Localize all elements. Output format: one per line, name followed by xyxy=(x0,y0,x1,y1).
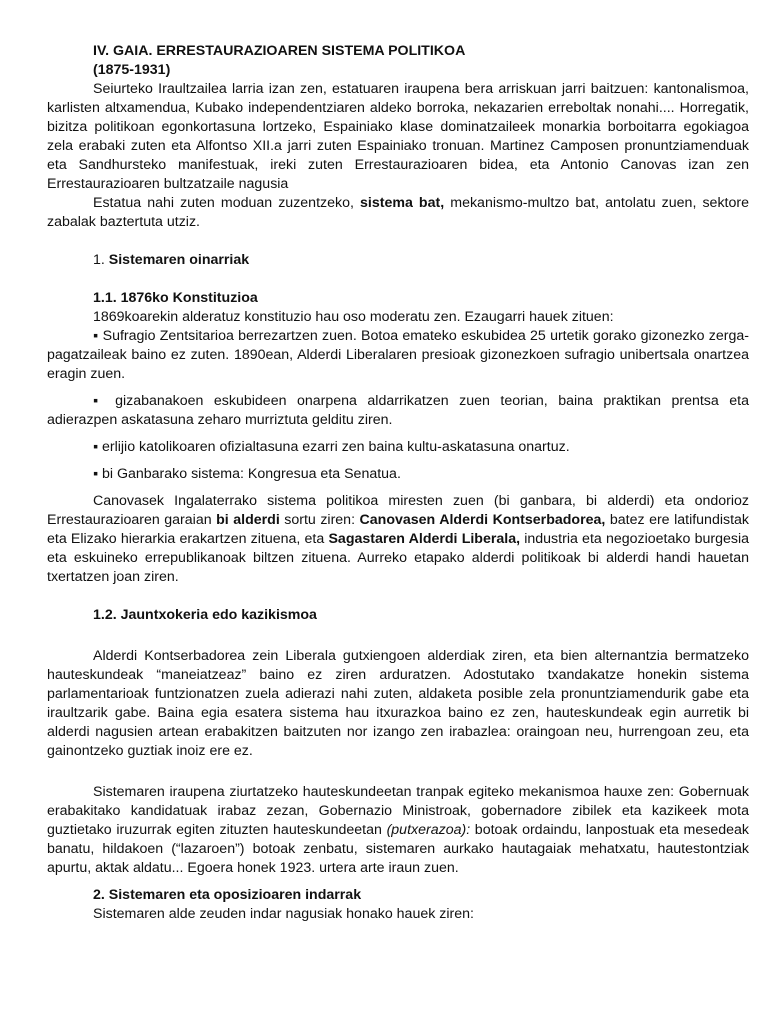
caciquism-p2-italic: (putxerazoa): xyxy=(386,822,471,838)
parties-bold-a: bi alderdi xyxy=(216,512,280,528)
parties-bold-liberal: Sagastaren Alderdi Liberala, xyxy=(328,531,521,547)
intro-paragraph-2 xyxy=(47,194,749,232)
intro-paragraph-1: Seiurteko Iraultzailea larria izan zen, estatuaren iraupena bera arriskuan jarri baitzuen: kantonalismoa, karlisten altxamendua, Kubako independentziaren aldeko borroka, nekazarien erreboltak nonahi.... Horregatik, bizitza politikoan egonkortasuna lortzeko, Espainiako klase dominatzaileek monarkia borboitarra egokiagoa zela erabaki zuten eta Alfontso XII.a jarri zuten Espainiako tronuan. Martinez Camposen pronuntziamenduak eta Sandhursteko manifestuak, ireki zuten Errestaurazioaren bidea, eta Antonio Canovas izan zen Errestaurazioaren bultzatzaile nagusia xyxy=(47,81,749,192)
parties-text-c: sortu ziren: xyxy=(279,512,360,528)
section-1-1-heading xyxy=(47,289,749,308)
caciquism-p2-text-a: Sistemaren iraupena ziurtatzeko hauteskundeetan tranpak egiteko mekanismoa hauxe zen: Gobernuak erabakitako kandidatuak irabaz zezan, Gobernazio Ministroak, gobernadore zibilek eta kazikeek mota guztietako iruzurrak egiten zituzten hauteskundeetan xyxy=(47,784,749,838)
title-line-1: IV. GAIA. ERRESTAURAZIOAREN SISTEMA POLITIKOA xyxy=(93,43,466,59)
bullet-item-2: ▪ gizabanakoen eskubideen onarpena aldarrikatzen zuen teorian, baina praktikan prentsa eta adierazpen askatasuna zeharo murriztuta gelditu ziren. xyxy=(47,393,749,428)
intro-p2-text-c: mekanismo-multzo bat, antolatu zuen, sektore zabalak baztertuta utziz. xyxy=(47,195,749,230)
document-title xyxy=(47,42,749,80)
caciquism-paragraph-1: Alderdi Kontserbadorea zein Liberala gutxiengoen alderdiak ziren, eta bien alternantzia bermatzeko hauteskundeak “maneiatzeaz” baino ez ziren arduratzen. Adostutako txandakatze honekin sistema parlamentarioak funtzionatzen zuela adierazi nahi zuten, aldaketa posible zela pronuntziamendurik gabe eta iraultzarik gabe. Baina egia esatera sistema hau itxurazkoa baino ez zen, hauteskundeak egin aurretik bi alderdi nagusien artean erabakitzen baitzuten nor izango zen irabazlea: oraingoan neu, hurrengoan zeu, eta gainontzeko guztiak inoiz ere ez. xyxy=(47,648,749,759)
section-1-1-title: 1.1. 1876ko Konstituzioa xyxy=(93,290,258,306)
section-1-2-title: 1.2. Jauntxokeria edo kazikismoa xyxy=(93,607,317,623)
section-2-lead: Sistemaren alde zeuden indar nagusiak honako hauek ziren: xyxy=(93,906,474,922)
bullet-item-1: ▪ Sufragio Zentsitarioa berrezartzen zuen. Botoa emateko eskubidea 25 urtetik gorako gizonezko zerga-pagatzaileak baino ez zuten. 1890ean, Alderdi Liberalaren presioak gizonezkoen sufragio unibertsala onartzea eragin zuen. xyxy=(47,328,749,382)
section-2-heading xyxy=(47,886,749,905)
parties-paragraph xyxy=(47,492,749,587)
parties-bold-conservative: Canovasen Alderdi Kontserbadorea, xyxy=(359,512,606,528)
parties-text-e: batez ere latifundistak eta Elizako hierarkia erakartzen zituena, eta xyxy=(47,512,750,547)
section-2-title: 2. Sistemaren eta oposizioaren indarrak xyxy=(93,887,362,903)
caciquism-p2-text-c: botoak ordaindu, lanpostuak eta mesedeak banatu, hildakoen (“lazaroen”) botoak zenbatu, sistemaren aurkako hautagaiak mehatxatu, hautestontziak apurtu, aktak aldatu... Egoera honek 1923. urtera arte iraun zuen. xyxy=(47,822,749,876)
section-1-number: 1. xyxy=(93,252,109,268)
intro-p2-bold: sistema bat, xyxy=(360,195,445,211)
intro-p2-text-a: Estatua nahi zuten moduan zuzentzeko, xyxy=(93,195,361,211)
parties-text-g: industria eta negozioetako burgesia eta eskuineko errepublikanoak biltzen zituena. Aurreko etapako alderdi politikoak bi alderdi handi hauetan txertatzen joan ziren. xyxy=(47,531,749,585)
bullet-item-4: ▪ bi Ganbarako sistema: Kongresua eta Senatua. xyxy=(93,466,401,482)
section-1-2-heading xyxy=(47,606,749,625)
title-line-2: (1875-1931) xyxy=(93,62,171,78)
section-1-1-lead: 1869koarekin alderatuz konstituzio hau oso moderatu zen. Ezaugarri hauek zituen: xyxy=(93,309,614,325)
caciquism-paragraph-2 xyxy=(47,783,749,878)
section-1-heading xyxy=(47,251,749,270)
parties-text-a: Canovasek Ingalaterrako sistema politikoa miresten zuen (bi ganbara, bi alderdi) eta ondorioz Errestaurazioaren garaian xyxy=(47,493,749,528)
bullet-item-3: ▪ erlijio katolikoaren ofizialtasuna ezarri zen baina kultu-askatasuna onartuz. xyxy=(93,439,570,455)
document-page xyxy=(47,42,749,924)
section-1-title: Sistemaren oinarriak xyxy=(108,252,250,268)
